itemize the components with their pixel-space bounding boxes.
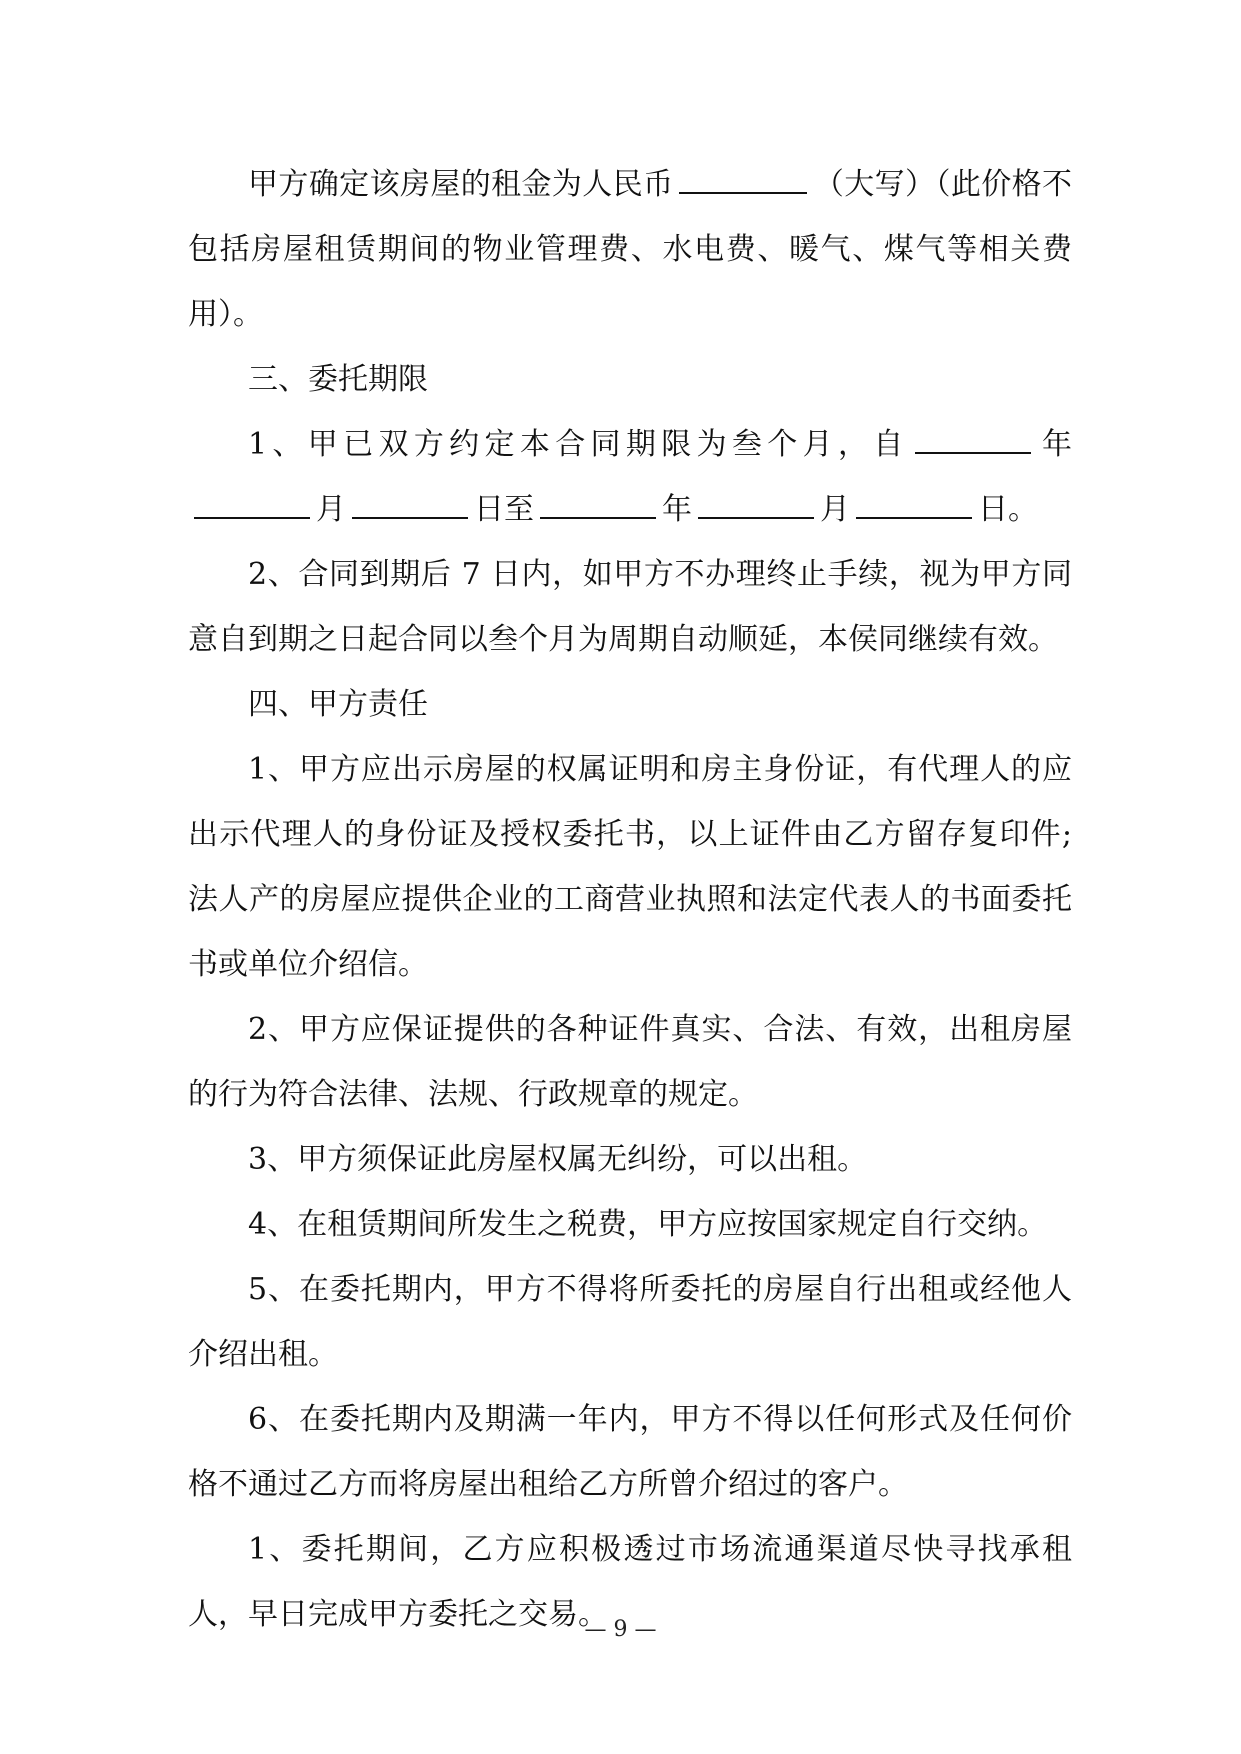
day-to-label: 日至 xyxy=(474,492,534,527)
start-year-blank xyxy=(915,420,1031,454)
section-heading-party-a: 四、甲方责任 xyxy=(248,687,428,722)
start-day-blank xyxy=(352,485,468,519)
end-year-blank xyxy=(540,485,656,519)
renewal-paragraph: 2、合同到期后 7 日内，如甲方不办理终止手续，视为甲方同意自到期之日起合同以叁个月为周期自动顺延，本侯同继续有效。 xyxy=(188,557,1072,657)
month-label: 月 xyxy=(316,492,346,527)
day-label-2: 日。 xyxy=(978,492,1038,527)
start-month-blank xyxy=(194,485,310,519)
party-a-clause-2: 2、甲方应保证提供的各种证件真实、合法、有效，出租房屋的行为符合法律、法规、行政规章的规定。 xyxy=(188,1012,1072,1112)
year-label-2: 年 xyxy=(662,492,692,527)
document-body xyxy=(188,152,1072,1647)
party-a-clause-3: 3、甲方须保证此房屋权属无纠纷，可以出租。 xyxy=(248,1142,868,1177)
year-label: 年 xyxy=(1036,427,1073,462)
rent-text-cont: （大写）（此价格不包括房屋租赁期间的物业管理费、水电费、暖气、煤气等相关费用）。 xyxy=(188,167,1073,332)
section-heading-term: 三、委托期限 xyxy=(248,362,428,397)
end-month-blank xyxy=(698,485,814,519)
term-paragraph xyxy=(188,412,1072,542)
page-number: — 9 — xyxy=(584,1617,657,1642)
party-a-clause-4: 4、在租赁期间所发生之税费，甲方应按国家规定自行交纳。 xyxy=(248,1207,1048,1242)
party-a-clause-6: 6、在委托期内及期满一年内，甲方不得以任何形式及任何价格不通过乙方而将房屋出租给乙方所曾介绍过的客户。 xyxy=(188,1402,1072,1502)
rent-text: 甲方确定该房屋的租金为人民币 xyxy=(248,167,674,202)
rent-amount-blank xyxy=(679,160,807,194)
month-label-2: 月 xyxy=(820,492,850,527)
party-a-clause-1: 1、甲方应出示房屋的权属证明和房主身份证，有代理人的应出示代理人的身份证及授权委托书，以上证件由乙方留存复印件; 法人产的房屋应提供企业的工商营业执照和法定代表人的书面委托书或单位介绍信。 xyxy=(188,752,1072,982)
party-b-clause-1: 1、委托期间，乙方应积极透过市场流通渠道尽快寻找承租人，早日完成甲方委托之交易。 xyxy=(188,1532,1072,1632)
rent-paragraph xyxy=(188,152,1072,347)
term-text: 1、甲已双方约定本合同期限为叁个月，自 xyxy=(248,427,909,462)
end-day-blank xyxy=(856,485,972,519)
party-a-clause-5: 5、在委托期内，甲方不得将所委托的房屋自行出租或经他人介绍出租。 xyxy=(188,1272,1072,1372)
